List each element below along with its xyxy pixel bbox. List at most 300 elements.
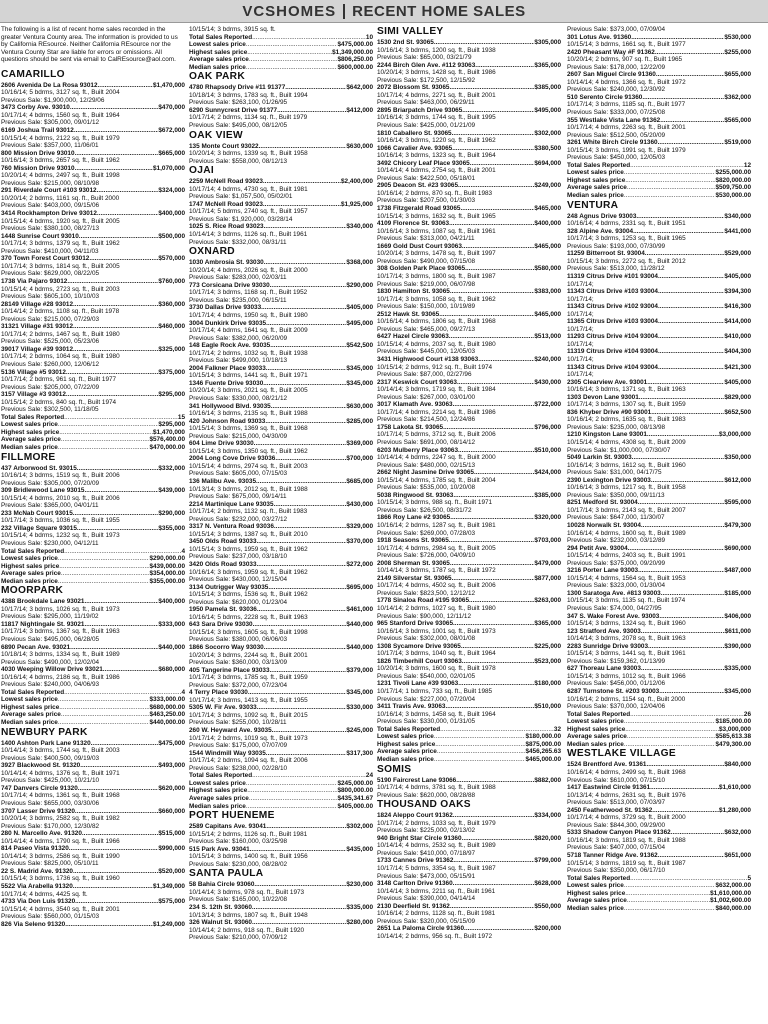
previous-sale: Previous Sale: $495,000, 08/12/05 [189, 122, 288, 130]
sale-price: $680,000 [158, 666, 185, 674]
sale-address: 3927 Blackwood St. 91320 [1, 762, 81, 770]
sale-details: 10/14/14; 4 bdrms, 2532 sq. ft., Built 1989 [377, 842, 496, 850]
sale-details: 10/18/14; 3 bdrms, 1783 sq. ft., Built 1994 [189, 91, 308, 99]
previous-sale: Previous Sale: $407,000, 07/15/04 [567, 844, 666, 852]
sale-address: 2305 Clearview Ave. 93001 [567, 378, 648, 386]
summary-value: 4 [181, 547, 185, 555]
sale-details: 10/16/14; 2 bdrms, 1287 sq. ft., Built 1981 [377, 522, 496, 529]
dot-leader [285, 84, 346, 92]
sale-address: 5190 Faircrest Lane 93066 [377, 776, 457, 784]
sale-headline [1, 808, 185, 816]
previous-sale: Previous Sale: $175,000, 07/07/09 [189, 742, 288, 750]
dot-leader [64, 414, 178, 422]
previous-sale: Previous Sale: $302,000, 08/01/08 [377, 635, 476, 643]
city-section [377, 764, 561, 800]
previous-sale: Previous Sale: $269,000, 07/28/03 [377, 529, 476, 537]
sale-address: 4109 Florence St. 93063 [377, 220, 450, 228]
dot-leader [631, 34, 724, 42]
sale-entry [1, 883, 185, 898]
sale-headline [1, 898, 185, 906]
sale-headline [1, 487, 185, 495]
dot-leader [456, 777, 534, 785]
sale-headline [189, 523, 373, 531]
summary-label: Highest sales price [189, 48, 248, 56]
sale-details: 10/16/14; 3 bdrms, 1612 sq. ft., Built 1960 [567, 461, 686, 469]
dot-leader [82, 830, 158, 838]
page-header-banner [0, 0, 768, 23]
sale-price: $630,000 [346, 142, 373, 150]
dot-leader [268, 584, 346, 592]
dot-leader [257, 606, 346, 614]
sale-entry [1, 465, 185, 488]
sale-address: 3414 Rockhampton Drive 93012 [1, 210, 97, 218]
sale-headline [189, 501, 373, 509]
sale-headline [189, 259, 373, 267]
sale-details: 10/15/14; 3 bdrms, 1605 sq. ft., Built 1998 [189, 628, 308, 636]
sale-price: $655,000 [724, 71, 751, 79]
sale-price: $1,249,000 [153, 920, 185, 928]
previous-sale: Previous Sale: $360,000, 03/13/09 [189, 659, 288, 667]
sale-price: $882,000 [534, 776, 561, 784]
sale-details: 10/17/14; 3 bdrms, 1413 sq. ft., Built 1955 [189, 696, 308, 704]
sale-details: 10/14/14; 4 bdrms, 2247 sq. ft., Built 2000 [377, 454, 496, 462]
sale-price: $520,000 [158, 867, 185, 875]
sale-price: $290,000 [158, 509, 185, 517]
sale-details: 10/14/14; 3 bdrms, 1126 sq. ft., Built 1961 [189, 231, 308, 239]
sale-price: $263,000 [534, 597, 561, 605]
summary-value: $440,000.00 [149, 719, 185, 727]
sale-address: 1231 Tivoli Lane #39 93063 [377, 680, 459, 688]
summary-label: Lowest sales price [1, 555, 58, 563]
sale-address: 1950 Pamela St. 93036 [189, 606, 257, 614]
summary-label: Highest sales price [189, 787, 248, 795]
sale-address: 3492 Chicory Leaf Place 93065 [377, 159, 470, 167]
sale-address: 5522 Via Arabella 91320 [1, 882, 73, 890]
sale-details: 10/16/14; 3 bdrms, 1200 sq. ft., Built 1938 [377, 46, 496, 54]
sale-address: 2589 Capitans Ave. 93041 [189, 823, 267, 831]
sale-headline [377, 379, 561, 387]
sale-headline [1, 82, 185, 90]
dot-leader [627, 897, 710, 905]
dot-leader [647, 379, 724, 387]
sale-entry [189, 320, 373, 343]
sale-details: 10/14/14; 4 bdrms, 1376 sq. ft., Built 1971 [1, 769, 120, 777]
sale-address: 1400 Ashton Park Lane 91320 [1, 739, 91, 747]
previous-sale: Previous Sale: $382,000, 06/20/09 [189, 334, 288, 342]
sale-price: $435,000 [346, 845, 373, 853]
dot-leader [651, 409, 724, 417]
previous-sale: Previous Sale: $375,000, 09/20/99 [567, 559, 666, 567]
summary-label: Lowest sales price [567, 882, 624, 890]
sale-entry [377, 537, 561, 560]
summary-row [1, 570, 185, 578]
dot-leader [434, 39, 535, 47]
previous-sale: Previous Sale: $193,000, 07/30/99 [567, 242, 666, 250]
previous-sale: Previous Sale: $172,500, 12/15/92 [377, 76, 476, 84]
sale-address: 826 Via Seleno 91320 [1, 920, 66, 928]
previous-sale: Previous Sale: $205,000, 07/22/09 [1, 383, 100, 391]
dot-leader [97, 187, 159, 195]
sale-entry [1, 921, 185, 929]
sale-details: 10/15/14; 4 bdrms, 2974 sq. ft., Built 2003 [189, 462, 308, 470]
sale-entry [1, 487, 185, 510]
sale-details: 10/16/14; 3 bdrms, 1220 sq. ft., Built 1962 [377, 137, 496, 145]
sale-entry [377, 243, 561, 266]
sale-headline [567, 303, 751, 311]
sale-price: $440,000 [158, 643, 185, 651]
sale-details: 10/14/14; 2 bdrms, 1027 sq. ft., Built 1980 [377, 605, 496, 613]
sale-headline [377, 777, 561, 785]
previous-sale: Previous Sale: $410,000, 07/18/97 [377, 849, 476, 857]
summary-label: Lowest sales price [189, 779, 246, 787]
dot-leader [453, 857, 534, 865]
sale-entry [377, 311, 561, 334]
sale-entry [377, 220, 561, 243]
summary-value: 4 [181, 688, 185, 696]
sale-price: $355,000 [158, 524, 185, 532]
sale-price: $180,000 [534, 680, 561, 688]
city-section [189, 810, 373, 868]
city-heading: OAK VIEW [189, 129, 243, 141]
summary-row [189, 780, 373, 788]
dot-leader [452, 130, 535, 138]
summary-label: Highest sales price [567, 889, 626, 897]
sale-entry [377, 857, 561, 880]
sale-entry [377, 160, 561, 183]
dot-leader [658, 333, 724, 341]
dot-leader [452, 145, 534, 153]
sale-address: 1830 Hamilton St. 93065 [377, 288, 450, 296]
sale-price: $493,000 [158, 762, 185, 770]
previous-sale: Previous Sale: $159,362, 01/13/99 [567, 657, 666, 665]
previous-sale: Previous Sale: $425,000, 10/21/10 [1, 777, 100, 785]
sale-entry [1, 762, 185, 785]
summary-row [189, 772, 373, 780]
dot-leader [642, 94, 724, 102]
dot-leader [77, 525, 158, 533]
previous-sale: Previous Sale: $655,000, 03/30/06 [1, 799, 100, 807]
sale-entry [1, 598, 185, 621]
sale-price: $694,000 [534, 159, 561, 167]
sale-details: 10/20/14; 2 bdrms, 907 sq. ft., Built 1965 [567, 56, 683, 64]
sale-price: $406,000 [724, 612, 751, 620]
sale-details: 10/15/14; 4 bdrms, 1232 sq. ft., Built 1973 [1, 532, 120, 540]
sale-details: 10/17/14; 2 bdrms, 1064 sq. ft., Built 1980 [1, 353, 120, 361]
summary-row [1, 578, 185, 586]
sale-entry [567, 477, 751, 500]
dot-leader [70, 644, 158, 652]
summary-value: 15 [177, 413, 185, 421]
sale-address: 3450 Olds Road 93033 [189, 538, 257, 546]
city-section [377, 26, 561, 764]
sale-address: 11319 Citrus Drive #101 93004 [567, 272, 658, 280]
sale-price: $796,000 [534, 423, 561, 431]
previous-sale: Previous Sale: $170,000, 12/30/82 [1, 822, 100, 830]
sale-address: 3004 Dunkirk Drive 93035 [189, 319, 267, 327]
sale-details: 10/17/14; [567, 371, 594, 379]
sale-address: 2512 Hawk St. 93065 [377, 310, 440, 318]
summary-value: $463,250.00 [149, 711, 185, 719]
sale-address: 2004 Long Cove Drive 93036 [189, 455, 276, 463]
sale-address: 232 Village Square 93015 [1, 524, 77, 532]
previous-sale: Previous Sale: $410,000, 04/11/03 [1, 247, 99, 255]
sale-details: 10/15/14; 3 bdrms, 988 sq. ft., Built 1971 [377, 499, 493, 507]
sale-address: 22 S. Madrid Ave. 91320 [1, 867, 73, 875]
sale-entry [377, 903, 561, 926]
sale-headline [377, 130, 561, 138]
sale-details: 10/15/14; 3 bdrms, 2272 sq. ft., Built 2012 [567, 257, 686, 265]
summary-row [1, 548, 185, 556]
sale-headline [189, 750, 373, 758]
sale-price: $651,000 [724, 851, 751, 859]
summary-row [189, 803, 373, 811]
sale-entry [1, 233, 185, 256]
sale-address: 1866 Roy Lane #2 93065 [377, 514, 451, 522]
sale-address: 5305 W. Fir Ave. 93033 [189, 704, 257, 712]
summary-label: Median sales price [567, 740, 624, 748]
sale-headline [1, 465, 185, 473]
dot-leader [475, 62, 534, 70]
sale-entry [189, 84, 373, 107]
sale-address: 370 Town Forest Court 93012 [1, 255, 90, 263]
dot-leader [59, 563, 149, 571]
sale-details: 10/15/14; 4 bdrms, 1564 sq. ft., Built 1953 [567, 574, 686, 582]
dot-leader [651, 477, 725, 485]
previous-sale: Previous Sale: $26,500, 08/31/72 [377, 506, 472, 514]
dot-leader [59, 429, 153, 437]
sale-headline [189, 304, 373, 312]
sale-details: 10/17/14; 3 bdrms, 1379 sq. ft., Built 1962 [1, 240, 120, 248]
sale-entry [1, 644, 185, 667]
city-heading: PORT HUENEME [189, 810, 275, 822]
dot-leader [656, 71, 725, 79]
sale-address: 2607 San Miguel Circle 91360 [567, 71, 656, 79]
sale-entry [377, 379, 561, 402]
sale-entry [189, 455, 373, 478]
summary-value: $632,000.00 [715, 882, 751, 890]
previous-sale: Previous Sale: $350,000, 06/17/10 [567, 867, 666, 875]
dot-leader [247, 787, 337, 795]
dot-leader [658, 303, 724, 311]
summary-value: $800,000.00 [337, 787, 373, 795]
sale-headline [1, 104, 185, 112]
summary-label: Total Sales Reported [189, 772, 253, 780]
sale-entry [1, 845, 185, 868]
previous-sale: Previous Sale: $425,000, 01/21/09 [377, 122, 476, 130]
dot-leader [250, 846, 347, 854]
city-heading: SOMIS [377, 763, 412, 775]
sale-entry [189, 403, 373, 418]
sale-entry [377, 575, 561, 598]
sale-address: 11343 Citrus Drive #103 93004 [567, 288, 658, 296]
dot-leader [69, 845, 159, 853]
sale-details: 10/20/14; 3 bdrms, 2582 sq. ft., Built 1982 [1, 815, 120, 823]
sale-entry [377, 424, 561, 447]
sale-address: 760 Mission Drive 93010 [1, 164, 75, 172]
sale-address: 248 Agnus Drive 93003 [567, 212, 637, 220]
sale-details: 10/17/14; 2 bdrms, 1033 sq. ft., Built 1979 [377, 819, 496, 827]
previous-sale: Previous Sale: $525,000, 05/23/06 [1, 338, 100, 346]
sale-price: $685,000 [346, 477, 373, 485]
previous-sale: Previous Sale: $1,057,500, 05/02/01 [189, 193, 293, 201]
sale-headline [189, 644, 373, 652]
sale-entry [1, 898, 185, 921]
dot-leader [58, 696, 150, 704]
sale-address: 2606 Avenida De La Rosa 93012 [1, 81, 98, 89]
previous-sale: Previous Sale: $490,000, 12/02/04 [1, 658, 100, 666]
sale-address: 3730 Dallas Drive 93033 [189, 304, 262, 312]
sale-address: 31321 Village #31 93012 [1, 323, 74, 331]
summary-label: Total Sales Reported [567, 710, 631, 718]
previous-sale: Previous Sale: $160,000, 03/25/98 [189, 838, 288, 846]
previous-sale: Previous Sale: $305,000, 07/20/09 [1, 479, 100, 487]
sale-entry [1, 150, 185, 165]
sale-entry [377, 880, 561, 903]
dot-leader [75, 165, 153, 173]
previous-sale: Previous Sale: $237,000, 03/18/10 [189, 553, 288, 561]
sale-headline [377, 182, 561, 190]
dot-leader [625, 177, 715, 185]
sale-details: 10/16/14; 3 bdrms, 1001 sq. ft., Built 1973 [377, 627, 496, 635]
sale-headline [377, 703, 561, 711]
city-heading: FILLMORE [1, 451, 56, 463]
summary-row [377, 733, 561, 741]
sale-address: 1738 Fitzgerald Road 93065 [377, 205, 461, 213]
sale-entry [567, 348, 751, 363]
sale-address: 1778 Sinaloa Road #195 93065 [377, 597, 470, 605]
summary-value: $1,349,000.00 [332, 48, 373, 56]
dot-leader [453, 620, 534, 628]
sale-details: 10/17/14; 3 bdrms, 1185 sq. ft., Built 1977 [567, 101, 686, 109]
sale-headline [567, 590, 751, 598]
sale-price: $245,000 [346, 727, 373, 735]
sale-entry [567, 288, 751, 303]
dot-leader [270, 342, 346, 350]
sale-headline [1, 868, 185, 876]
sale-entry [567, 665, 751, 688]
dot-leader [264, 644, 347, 652]
sale-details: 10/16/14; 4 bdrms, 1806 sq. ft., Built 1968 [377, 318, 496, 326]
sale-details: 10/17/14; 3 bdrms, 1036 sq. ft., Built 1955 [1, 517, 120, 525]
summary-label: Highest sales price [567, 176, 626, 184]
column-3 [377, 26, 561, 1024]
sale-headline [189, 919, 373, 927]
sale-address: 1733 Cannes Drive 91362 [377, 857, 454, 865]
sale-details: 10/17/14; 4 bdrms, 4425 sq. ft. [1, 890, 88, 898]
sale-price: $479,300 [724, 522, 751, 529]
sale-headline [1, 301, 185, 309]
dot-leader [64, 548, 181, 556]
summary-row [567, 897, 751, 905]
previous-sale: Previous Sale: $150,000, 10/19/89 [377, 303, 476, 311]
sale-headline [1, 165, 185, 173]
sale-headline [189, 107, 373, 115]
previous-sale: Previous Sale: $495,000, 06/28/05 [1, 636, 100, 644]
previous-sale: Previous Sale: $370,000, 12/04/06 [567, 703, 666, 711]
sale-details: 10/16/14; 3 bdrms, 1458 sq. ft., Built 1964 [377, 710, 496, 718]
dot-leader [434, 756, 526, 764]
previous-sale: Previous Sale: $31,000, 04/17/75 [567, 469, 662, 477]
sale-details: 10/15/14; 3 bdrms, 1135 sq. ft., Built 1974 [567, 597, 686, 605]
summary-row [567, 169, 751, 177]
sale-details: 10/14/14; 3 bdrms, 2078 sq. ft., Built 1963 [567, 635, 686, 643]
sale-headline [377, 658, 561, 666]
sale-address: 11319 Citrus Drive #104 93004 [567, 348, 658, 356]
sale-entry [189, 282, 373, 305]
sale-headline [377, 925, 561, 933]
summary-row [377, 756, 561, 764]
dot-leader [75, 898, 158, 906]
sale-price: $285,000 [346, 417, 373, 425]
summary-value: $1,610,000.00 [710, 889, 751, 897]
sale-address: 5333 Shadow Canyon Place 91362 [567, 829, 671, 837]
sale-headline [1, 830, 185, 838]
sale-price: $379,000 [346, 666, 373, 674]
sale-entry [189, 904, 373, 919]
sale-address: 1417 Eastwind Circle 91361 [567, 784, 651, 792]
sale-entry [1, 740, 185, 763]
dot-leader [624, 882, 716, 890]
sale-address: 2317 Keswick Court 93063 [377, 378, 457, 386]
sale-entry [1, 346, 185, 369]
sale-headline [567, 139, 751, 147]
sale-entry [377, 835, 561, 858]
dot-leader [73, 323, 158, 331]
dot-leader [73, 301, 158, 309]
sale-details: 10/14/14; 4 bdrms, 2754 sq. ft., Built 2001 [377, 167, 496, 175]
dot-leader [659, 613, 724, 621]
sale-headline [189, 689, 373, 697]
dot-leader [252, 904, 346, 912]
sale-entry [189, 584, 373, 607]
dot-leader [259, 143, 347, 151]
sale-price: $530,000 [724, 33, 751, 41]
sale-details: 10/15/14; 3 bdrms, 1369 sq. ft., Built 1968 [189, 425, 308, 433]
dot-leader [75, 150, 159, 158]
summary-label: Median sales price [567, 192, 624, 200]
previous-sale: Previous Sale: $87,000, 02/27/96 [377, 371, 472, 379]
sale-address: 3411 Travis Ave. 93063 [377, 703, 446, 711]
sale-headline [1, 210, 185, 218]
previous-sale: Previous Sale: $215,000, 04/30/09 [189, 432, 288, 440]
summary-value: $354,000.00 [149, 570, 185, 578]
previous-sale: Previous Sale: $605,000, 07/15/03 [189, 470, 288, 478]
sale-price: $580,000 [534, 265, 561, 273]
sale-address: 4733 Via Don Luis 91320 [1, 898, 76, 906]
sale-entry [189, 178, 373, 201]
sale-price: $1,349,000 [153, 882, 185, 890]
summary-value: 24 [365, 772, 373, 780]
sale-headline [377, 469, 561, 477]
previous-sale: Previous Sale: $313,000, 04/21/11 [377, 235, 475, 243]
sale-headline [377, 424, 561, 432]
sale-price: $495,000 [346, 319, 373, 327]
sale-details: 10/17/14; 2 bdrms, 1132 sq. ft., Built 1983 [189, 508, 308, 516]
previous-sale: Previous Sale: $403,000, 09/15/06 [1, 202, 100, 210]
sale-entry [1, 666, 185, 689]
sale-details: 10/15/14; 3 bdrms, 1441 sq. ft., Built 1971 [189, 372, 308, 380]
dot-leader [464, 925, 534, 933]
sale-details: 10/16/14; 3 bdrms, 2135 sq. ft., Built 1988 [189, 410, 308, 418]
sale-price: $333,000 [158, 620, 185, 628]
sale-price: $487,000 [724, 567, 751, 575]
sale-address: 309 Bridlewood Lane 93015 [1, 487, 85, 495]
sale-entry [377, 401, 561, 424]
sale-address: 11365 Citrus Drive #103 93004 [567, 318, 658, 326]
previous-sale: Previous Sale: $558,000, 08/12/13 [189, 157, 288, 165]
sale-headline [1, 127, 185, 135]
sale-address: 326 Walnut St. 93060 [189, 919, 252, 927]
